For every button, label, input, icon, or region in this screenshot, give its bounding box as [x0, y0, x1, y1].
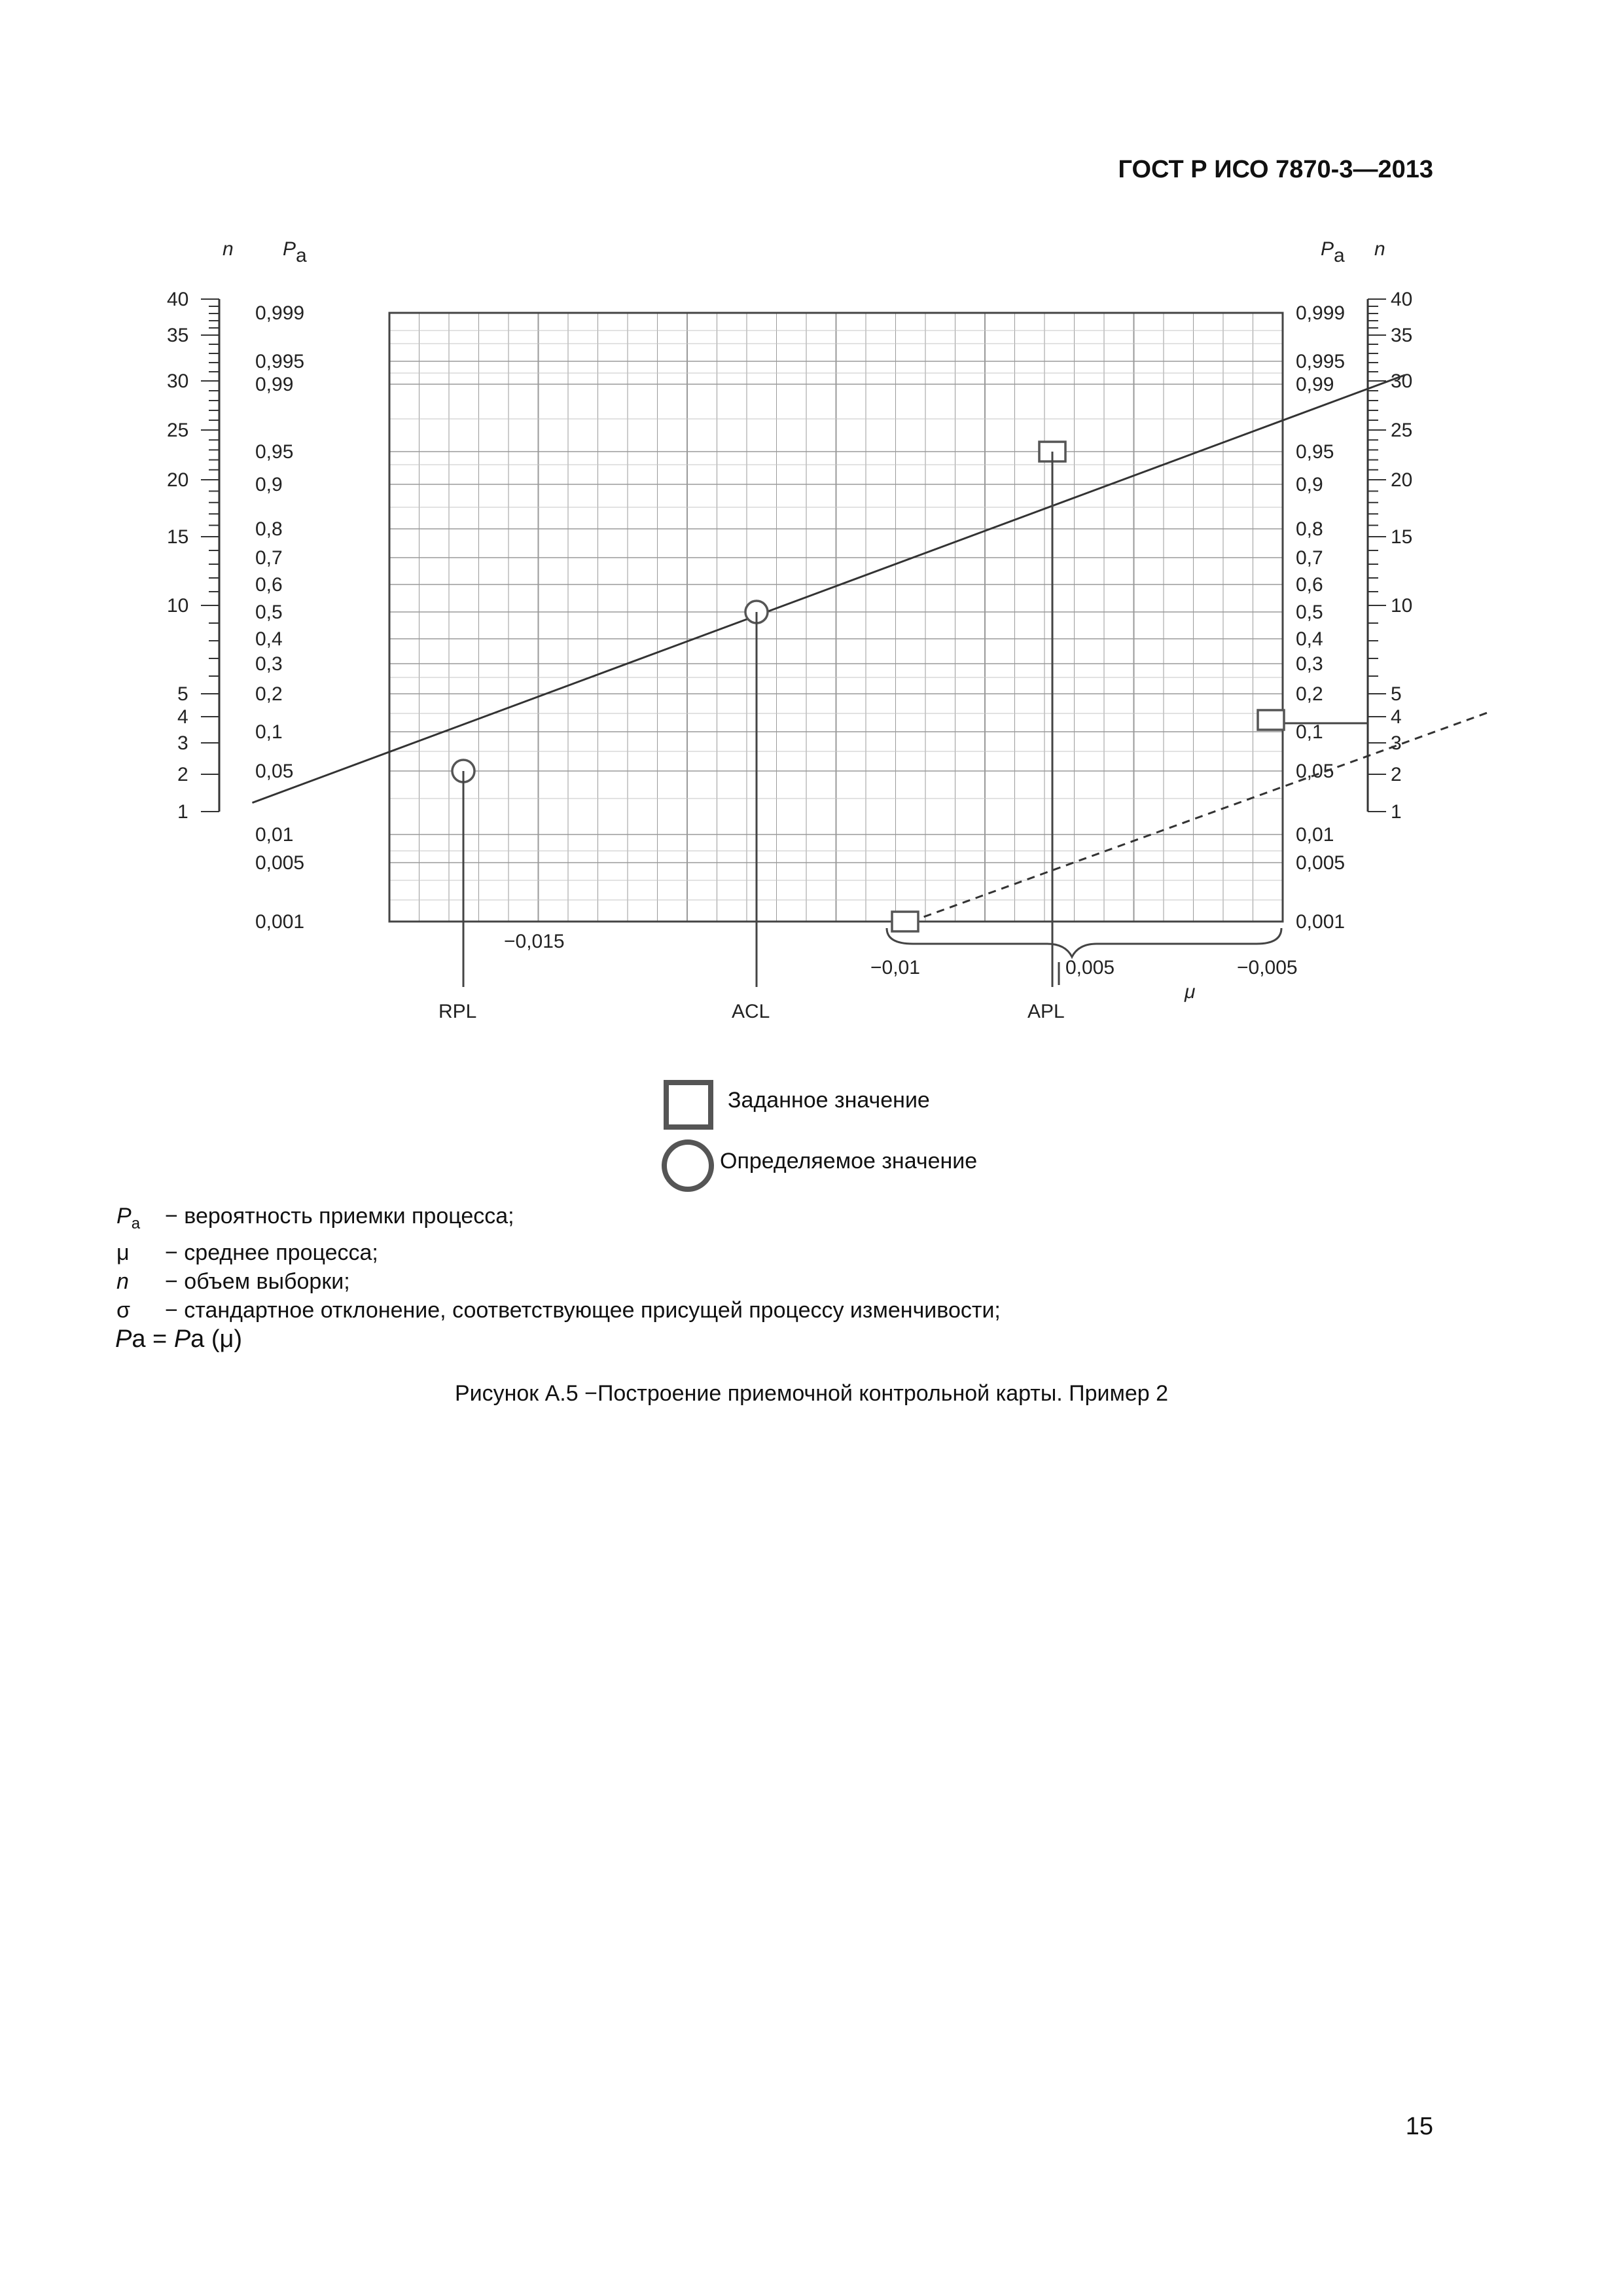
left-n-tick-label: 4	[177, 706, 188, 728]
left-n-tick-label: 40	[167, 289, 189, 310]
right-pa-tick-label: 0,1	[1296, 721, 1323, 743]
right-pa-tick-label: 0,995	[1296, 351, 1346, 372]
definition-n: n − объем выборки;	[116, 1268, 350, 1294]
left-n-tick-label: 35	[167, 325, 189, 346]
x-axis-label: μ	[1185, 981, 1196, 1003]
right-n-tick-label: 40	[1391, 289, 1413, 310]
right-n-axis-label: n	[1374, 238, 1385, 260]
right-n-tick-label: 25	[1391, 420, 1413, 441]
definition-sigma: σ − стандартное отклонение, соответствующее присущей процессу изменчивости;	[116, 1297, 1001, 1323]
chart-grid	[389, 313, 1283, 922]
left-pa-tick-label: 0,005	[255, 852, 305, 874]
right-pa-tick-label: 0,001	[1296, 911, 1346, 933]
x-tick-label: −0,005	[1237, 957, 1298, 978]
left-n-tick-label: 15	[167, 526, 189, 548]
left-pa-tick-label: 0,95	[255, 441, 294, 463]
right-n-tick-label: 35	[1391, 325, 1413, 346]
left-pa-tick-label: 0,5	[255, 601, 283, 623]
legend-given-label: Заданное значение	[728, 1088, 930, 1113]
left-scales	[167, 289, 304, 933]
left-pa-tick-label: 0,6	[255, 574, 283, 596]
right-pa-axis-sub: a	[1334, 245, 1345, 266]
right-n-tick-label: 2	[1391, 764, 1402, 785]
right-pa-tick-label: 0,6	[1296, 574, 1323, 596]
figure-caption: Рисунок А.5 −Построение приемочной контрольной карты. Пример 2	[454, 1381, 1169, 1406]
left-pa-tick-label: 0,4	[255, 628, 283, 650]
legend-square-icon	[662, 1079, 715, 1131]
document-code: ГОСТ Р ИСО 7870-3—2013	[1118, 156, 1433, 183]
page-number: 15	[1405, 2113, 1433, 2140]
right-pa-tick-label: 0,4	[1296, 628, 1323, 650]
right-pa-tick-label: 0,99	[1296, 374, 1334, 395]
x-tick-label: −0,015	[504, 931, 565, 952]
right-pa-axis-label: P	[1321, 238, 1334, 260]
formula: Pa = Pa (μ)	[115, 1325, 243, 1353]
right-pa-tick-label: 0,01	[1296, 824, 1334, 846]
right-n-tick-label: 10	[1391, 595, 1413, 617]
right-pa-tick-label: 0,9	[1296, 474, 1323, 495]
right-n-tick-label: 1	[1391, 801, 1402, 823]
left-pa-tick-label: 0,995	[255, 351, 305, 372]
right-pa-tick-label: 0,999	[1296, 302, 1346, 324]
left-n-tick-label: 25	[167, 420, 189, 441]
right-pa-tick-label: 0,5	[1296, 601, 1323, 623]
left-n-tick-label: 1	[177, 801, 188, 823]
left-pa-tick-label: 0,999	[255, 302, 305, 324]
solid-series-line	[253, 375, 1405, 803]
chart-markers	[452, 442, 1284, 931]
left-pa-tick-label: 0,3	[255, 653, 283, 675]
left-pa-axis-sub: a	[296, 245, 307, 266]
right-n-tick-label: 15	[1391, 526, 1413, 548]
reference-label-apl: APL	[1027, 1001, 1065, 1022]
symbol-definitions	[116, 1202, 1001, 1354]
definition-mu: μ − среднее процесса;	[116, 1240, 378, 1265]
x-tick-label: 0,005	[1065, 957, 1115, 978]
left-n-tick-label: 2	[177, 764, 188, 785]
left-pa-axis-label: P	[283, 238, 296, 260]
right-n-tick-label: 30	[1391, 370, 1413, 392]
definition-pa: $P_a$ − вероятность приемки процесса;	[116, 1204, 514, 1232]
right-n-tick-label: 5	[1391, 683, 1402, 705]
right-n-tick-label: 20	[1391, 469, 1413, 491]
right-n-tick-label: 3	[1391, 732, 1402, 754]
left-n-tick-label: 3	[177, 732, 188, 754]
right-pa-tick-label: 0,005	[1296, 852, 1346, 874]
left-n-axis-label: n	[223, 238, 234, 260]
left-pa-tick-label: 0,7	[255, 547, 283, 569]
left-pa-tick-label: 0,01	[255, 824, 294, 846]
left-pa-tick-label: 0,001	[255, 911, 305, 933]
x-axis-brace	[887, 928, 1281, 957]
left-pa-tick-label: 0,1	[255, 721, 283, 743]
left-n-tick-label: 20	[167, 469, 189, 491]
left-n-tick-label: 30	[167, 370, 189, 392]
reference-label-acl: ACL	[732, 1001, 770, 1022]
left-pa-tick-label: 0,05	[255, 761, 294, 782]
right-pa-tick-label: 0,2	[1296, 683, 1323, 705]
left-n-tick-label: 5	[177, 683, 188, 705]
left-n-tick-label: 10	[167, 595, 189, 617]
left-pa-tick-label: 0,9	[255, 474, 283, 495]
right-scales	[1296, 289, 1412, 933]
right-pa-tick-label: 0,3	[1296, 653, 1323, 675]
square-marker-3	[892, 912, 918, 931]
right-pa-tick-label: 0,7	[1296, 547, 1323, 569]
right-n-tick-label: 4	[1391, 706, 1402, 728]
acceptance-control-chart	[0, 0, 1623, 1060]
x-axis	[438, 452, 1298, 1022]
x-tick-label: −0,01	[870, 957, 920, 978]
left-pa-tick-label: 0,8	[255, 518, 283, 540]
left-pa-tick-label: 0,2	[255, 683, 283, 705]
legend-determined-label: Определяемое значение	[720, 1149, 978, 1174]
right-pa-tick-label: 0,8	[1296, 518, 1323, 540]
right-pa-tick-label: 0,05	[1296, 761, 1334, 782]
left-pa-tick-label: 0,99	[255, 374, 294, 395]
reference-label-rpl: RPL	[438, 1001, 477, 1022]
right-pa-tick-label: 0,95	[1296, 441, 1334, 463]
legend-circle-icon	[660, 1138, 716, 1194]
square-marker-4	[1258, 710, 1284, 730]
